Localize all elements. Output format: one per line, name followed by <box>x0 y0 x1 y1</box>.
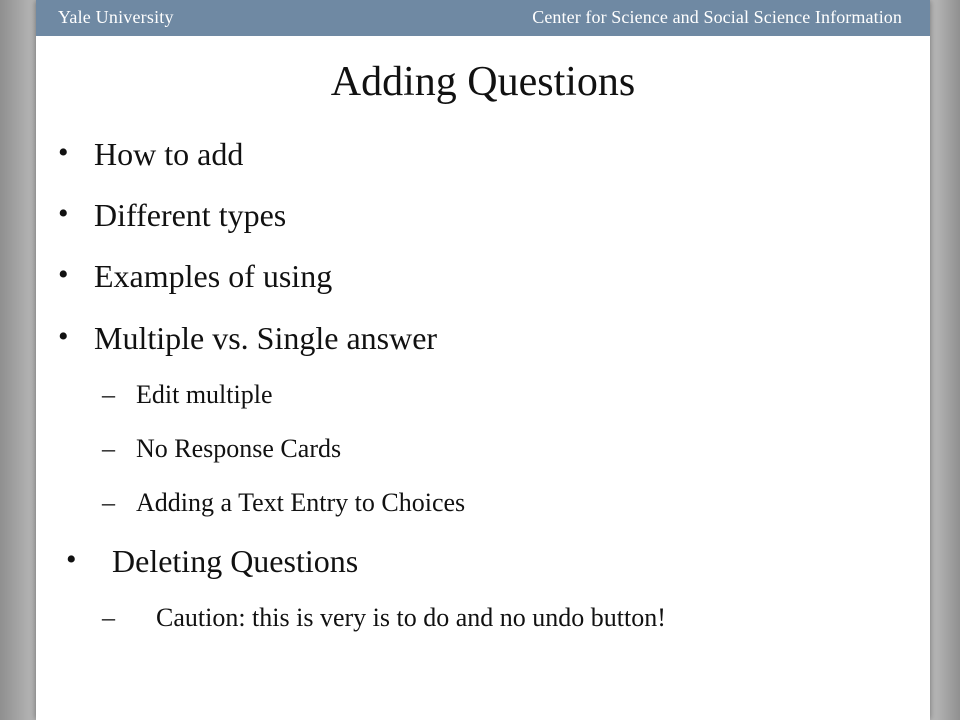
right-margin <box>930 0 960 720</box>
slide-title: Adding Questions <box>330 59 636 105</box>
bullet-marker: • <box>58 136 69 169</box>
sub-bullet-text: Edit multiple <box>136 380 273 409</box>
header-banner <box>36 0 930 36</box>
bullet-text: Examples of using <box>94 258 333 294</box>
bullet-text: Multiple vs. Single answer <box>94 320 438 356</box>
center-label: Center for Science and Social Science Information <box>532 7 902 27</box>
slide <box>36 0 930 720</box>
dash-marker: – <box>102 603 115 632</box>
bullet-text: How to add <box>94 136 244 172</box>
sub-bullet-text: Adding a Text Entry to Choices <box>136 488 466 517</box>
sub-bullet-text: Caution: this is very is to do and no undo button! <box>156 603 666 632</box>
bullet-marker: • <box>58 258 69 291</box>
dash-marker: – <box>102 434 115 463</box>
bullet-marker: • <box>58 197 69 230</box>
institution-label: Yale University <box>58 7 174 27</box>
sub-bullet-text: No Response Cards <box>136 434 342 463</box>
bullet-text: Different types <box>94 197 287 233</box>
dash-marker: – <box>102 380 115 409</box>
dash-marker: – <box>102 488 115 517</box>
left-margin <box>0 0 36 720</box>
bullet-marker: • <box>58 320 69 353</box>
bullet-text: Deleting Questions <box>112 543 359 579</box>
bullet-marker: • <box>66 543 77 576</box>
